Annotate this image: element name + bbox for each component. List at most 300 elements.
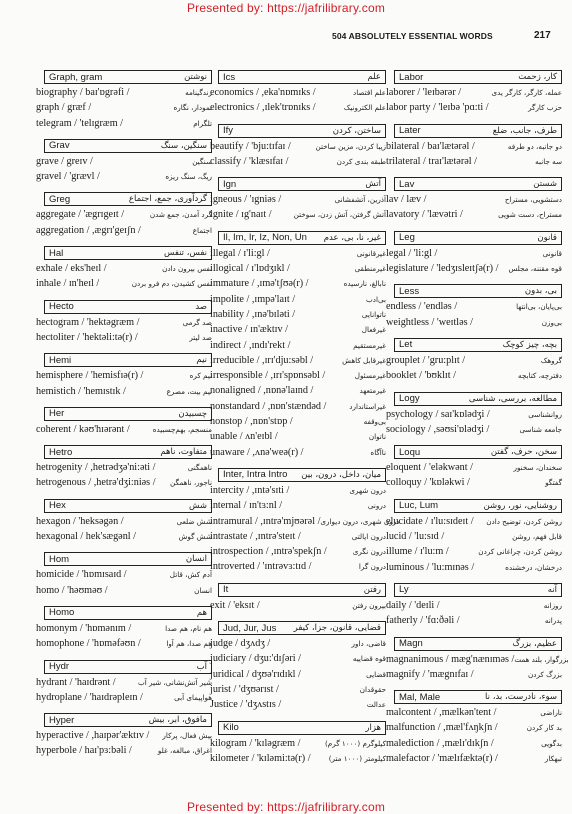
root-heading-box xyxy=(44,300,212,314)
root-heading-box xyxy=(218,583,386,597)
word-entry xyxy=(210,669,386,684)
word-meaning-persian: گفتگو xyxy=(545,478,562,488)
word-entry xyxy=(386,301,562,316)
word-entry xyxy=(210,248,386,263)
word-pronunciation: luminous / 'lu:mɪnəs / xyxy=(386,561,475,573)
word-pronunciation: kilometer / 'kɪləmi:tə(r) / xyxy=(210,752,311,764)
word-root-section xyxy=(210,177,386,225)
word-entry xyxy=(210,102,386,117)
word-pronunciation: classify / 'klæsɪfaɪ / xyxy=(210,155,289,167)
word-pronunciation: weightless / 'weɪtləs / xyxy=(386,316,474,328)
root-heading: Hydr xyxy=(49,661,70,673)
word-meaning-persian: روشن کردن، توضیح دادن xyxy=(486,516,562,526)
word-entry xyxy=(386,370,562,385)
word-meaning-persian: بی‌وزن xyxy=(541,317,562,327)
word-pronunciation: inhale / ɪn'heɪl / xyxy=(36,278,100,290)
word-pronunciation: unable / ʌn'eɪbl / xyxy=(210,431,278,443)
word-meaning-persian: قضایی xyxy=(366,669,386,679)
word-meaning-persian: ناتوان xyxy=(368,432,386,442)
word-meaning-persian: غیرمنطقی xyxy=(354,264,386,274)
word-meaning-persian: روانشناسی xyxy=(528,409,562,419)
root-meaning-persian: بچه، چیز کوچک xyxy=(502,339,557,350)
word-entry xyxy=(36,102,212,117)
root-heading: Il, Im, Ir, Iz, Non, Un xyxy=(223,232,307,244)
word-pronunciation: hydrant / 'haɪdrənt / xyxy=(36,676,116,688)
word-pronunciation: beautify / 'bju:tɪfaɪ / xyxy=(210,140,291,152)
root-heading: Kilo xyxy=(223,722,239,733)
word-entry xyxy=(36,462,212,477)
root-meaning-persian: قضایی، قانون، جزا، کیفر xyxy=(293,623,381,634)
word-pronunciation: malfunction / ,mæl'fʌŋkʃn / xyxy=(386,722,498,734)
root-heading: Grav xyxy=(49,140,70,152)
word-pronunciation: irresponsible / ,ɪrɪ'spɒnsəbl / xyxy=(210,370,326,382)
word-pronunciation: hydroplane / 'haɪdrəpleɪn / xyxy=(36,691,143,703)
word-entry xyxy=(36,317,212,332)
word-meaning-persian: سخندان، سخنور xyxy=(513,463,562,473)
word-entry xyxy=(210,194,386,209)
root-heading: Hex xyxy=(49,500,66,512)
word-root-section xyxy=(210,124,386,172)
word-pronunciation: introspection / ,ɪntrə'spekʃn / xyxy=(210,546,327,558)
word-entry xyxy=(386,615,562,630)
word-entry xyxy=(210,209,386,224)
word-pronunciation: hyperbole / haɪ'pɜ:bəli / xyxy=(36,745,132,757)
word-meaning-persian: آتش گرفتن، آتش زدن، سوختن xyxy=(293,210,386,220)
word-entry xyxy=(36,477,212,492)
word-entry xyxy=(210,431,386,446)
word-pronunciation: hexagonal / hek'sægənl / xyxy=(36,531,137,543)
root-heading-box xyxy=(394,499,562,513)
root-heading-box xyxy=(44,499,212,513)
root-meaning-persian: آب xyxy=(196,661,207,672)
word-entry xyxy=(36,332,212,347)
word-meaning-persian: بزرگوار، بلند همت xyxy=(514,654,569,664)
word-pronunciation: homophone / 'hɒməfəʊn / xyxy=(36,638,141,650)
word-root-section xyxy=(386,499,562,577)
root-heading-box xyxy=(218,468,386,482)
root-heading: Leg xyxy=(399,232,415,244)
word-meaning-persian: روشن کردن، چراغانی کردن xyxy=(478,547,562,557)
root-heading: Let xyxy=(399,339,413,351)
word-pronunciation: trilateral / traɪ'lætərəl / xyxy=(386,155,477,167)
word-entry xyxy=(210,447,386,462)
root-meaning-persian: کار، زحمت xyxy=(518,72,557,82)
word-pronunciation: intercity / ,ɪntə'sɪti / xyxy=(210,484,290,496)
word-meaning-persian: منسجم، بهم‌چسبیده xyxy=(152,424,212,434)
word-entry xyxy=(386,248,562,263)
root-meaning-persian: نفس، تنفس xyxy=(163,248,207,259)
word-pronunciation: lucid / 'lu:sɪd / xyxy=(386,531,445,543)
word-meaning-persian: جامعه شناسی xyxy=(519,424,562,434)
word-root-section xyxy=(386,338,562,386)
word-pronunciation: eloquent / 'eləkwənt / xyxy=(386,462,473,474)
root-meaning-persian: شستن xyxy=(533,179,557,190)
word-meaning-persian: نفس کشیدن، دم فرو بردن xyxy=(131,279,212,289)
root-heading-box xyxy=(44,70,212,84)
word-entry xyxy=(210,385,386,400)
word-pronunciation: exhale / eks'heɪl / xyxy=(36,263,107,275)
word-entry xyxy=(210,699,386,714)
root-heading-box xyxy=(218,177,386,191)
word-root-section xyxy=(210,721,386,769)
root-meaning-persian: قانون xyxy=(537,232,557,243)
word-meaning-persian: قوه مقننه، مجلس xyxy=(508,264,562,274)
word-root-section xyxy=(386,177,562,225)
word-root-section xyxy=(386,70,562,118)
root-heading: Graph, gram xyxy=(49,71,103,83)
word-meaning-persian: غیرقانونی xyxy=(356,248,386,258)
page-number: 217 xyxy=(534,30,551,41)
root-heading: Inter, Intra Intro xyxy=(223,469,288,481)
word-entry xyxy=(386,516,562,531)
word-pronunciation: aggregation / ,ægrɪ'geɪʃn / xyxy=(36,224,141,236)
word-entry xyxy=(386,669,562,684)
word-entry xyxy=(210,156,386,171)
word-entry xyxy=(36,263,212,278)
root-heading: Hyper xyxy=(49,714,75,726)
word-pronunciation: hetrogenity / ,hetrədʒə'ni:əti / xyxy=(36,462,156,474)
word-entry xyxy=(36,278,212,293)
root-heading-box xyxy=(394,70,562,84)
word-meaning-persian: غیرمسئول xyxy=(354,371,386,381)
word-meaning-persian: علم اقتصاد xyxy=(353,88,386,97)
word-pronunciation: hectoliter / 'hektəli:tə(r) / xyxy=(36,331,138,343)
root-heading: Hecto xyxy=(49,301,74,313)
word-entry xyxy=(36,569,212,584)
word-entry xyxy=(36,677,212,692)
word-pronunciation: illogical / ɪ'lɒdʒɪkl / xyxy=(210,263,290,275)
root-heading: Later xyxy=(399,125,421,137)
word-pronunciation: bilateral / baɪ'lætərəl / xyxy=(386,140,475,152)
word-pronunciation: jurist / 'dʒʊərɪst / xyxy=(210,683,279,695)
word-entry xyxy=(210,684,386,699)
word-root-section xyxy=(36,713,212,761)
word-pronunciation: legal / 'li:gl / xyxy=(386,247,438,259)
word-entry xyxy=(36,623,212,638)
word-root-section xyxy=(210,621,386,714)
word-pronunciation: unaware / ,ʌnə'weə(r) / xyxy=(210,446,304,458)
root-heading: Hal xyxy=(49,247,64,259)
word-pronunciation: magnify / 'mægnɪfaɪ / xyxy=(386,668,474,680)
word-meaning-persian: نمودار، نگاره xyxy=(173,103,212,113)
word-meaning-persian: بیش فعال، پرکار xyxy=(162,731,212,741)
word-meaning-persian: درون گرا xyxy=(358,562,386,572)
root-heading-box xyxy=(44,192,212,206)
root-heading: Ly xyxy=(399,584,409,596)
word-entry xyxy=(386,477,562,492)
word-root-section xyxy=(36,139,212,187)
root-meaning-persian: گردآوری، جمع، اجتماع xyxy=(128,194,207,205)
word-pronunciation: biography / baɪ'ɒgrəfi / xyxy=(36,87,130,98)
word-pronunciation: hemisphere / 'hemisfɪə(r) / xyxy=(36,370,144,382)
word-meaning-persian: زندگینامه xyxy=(185,88,212,97)
root-heading-box xyxy=(394,177,562,191)
word-pronunciation: malediction / ,mælɪ'dɪkʃn / xyxy=(386,737,494,749)
word-entry xyxy=(210,753,386,768)
word-root-section xyxy=(386,284,562,332)
watermark-bottom: Presented by: https://jafrilibrary.com xyxy=(186,800,386,814)
word-entry xyxy=(36,531,212,546)
root-heading: Hom xyxy=(49,553,70,565)
word-meaning-persian: عدالت xyxy=(366,700,386,710)
word-pronunciation: exit / 'eksɪt / xyxy=(210,599,260,611)
word-root-section xyxy=(36,407,212,439)
root-meaning-persian: روشنایی، نور، روشن xyxy=(483,500,557,511)
word-meaning-persian: بیرون رفتن xyxy=(352,600,386,610)
word-meaning-persian: درخشان، درخشنده xyxy=(505,562,562,572)
word-root-section xyxy=(36,445,212,493)
word-meaning-persian: عمله، کارگر، کارگر یدی xyxy=(491,88,562,97)
word-entry xyxy=(36,370,212,385)
word-meaning-persian: کیلومتر (۱۰۰۰ متر) xyxy=(328,753,386,763)
page-header-title: 504 ABSOLUTELY ESSENTIAL WORDS xyxy=(332,31,493,41)
word-meaning-persian: تبهکار xyxy=(544,754,562,764)
root-heading-box xyxy=(44,552,212,566)
root-meaning-persian: آتش xyxy=(365,179,381,190)
root-heading: Less xyxy=(399,285,420,297)
word-entry xyxy=(210,546,386,561)
root-heading: Mal, Male xyxy=(399,691,441,703)
root-heading: Hetro xyxy=(49,446,73,458)
word-pronunciation: gravel / 'grævl / xyxy=(36,171,100,183)
word-entry xyxy=(386,355,562,370)
word-pronunciation: elucidate / ɪ'lu:sɪdeɪt / xyxy=(386,515,474,527)
root-heading-box xyxy=(394,124,562,138)
word-root-section xyxy=(210,468,400,577)
root-heading: Ign xyxy=(223,178,237,190)
word-root-section xyxy=(386,231,562,279)
word-entry xyxy=(210,340,386,355)
word-pronunciation: juridical / dʒʊə'rɪdɪkl / xyxy=(210,668,301,680)
word-meaning-persian: گروهک xyxy=(540,355,562,365)
word-meaning-persian: ناآگاه xyxy=(370,447,386,457)
word-meaning-persian: غیرمستقیم xyxy=(353,340,386,350)
root-heading: Labor xyxy=(399,71,424,83)
root-meaning-persian: سخن، حرف، گفتن xyxy=(490,447,557,458)
word-entry xyxy=(386,424,562,439)
word-meaning-persian: بی‌وقفه xyxy=(363,417,386,427)
root-meaning-persian: شش xyxy=(189,500,207,511)
word-entry xyxy=(386,156,562,171)
word-entry xyxy=(386,531,562,546)
word-pronunciation: grouplet / 'gru:plɪt / xyxy=(386,354,466,366)
root-meaning-persian: مطالعه، بررسی، شناسی xyxy=(468,393,557,404)
word-pronunciation: lav / læv / xyxy=(386,194,427,206)
word-pronunciation: homo / 'həʊməʊ / xyxy=(36,584,108,596)
word-entry xyxy=(36,87,212,102)
root-heading-box xyxy=(394,231,562,245)
word-root-section xyxy=(386,637,569,685)
word-entry xyxy=(386,87,562,102)
root-heading-box xyxy=(394,690,562,704)
word-entry xyxy=(210,416,386,431)
word-meaning-persian: بی‌ادب xyxy=(366,294,386,304)
word-entry xyxy=(210,294,386,309)
word-pronunciation: magnanimous / mæg'nænɪməs / xyxy=(386,653,515,665)
word-pronunciation: malefactor / 'mælɪfæktə(r) / xyxy=(386,753,498,765)
word-entry xyxy=(210,653,386,668)
word-entry xyxy=(210,355,386,370)
word-pronunciation: kilogram / 'kɪləgræm / xyxy=(210,737,301,749)
word-pronunciation: homonym / 'hɒmənɪm / xyxy=(36,622,132,634)
root-heading-box xyxy=(218,721,386,735)
word-meaning-persian: تلگرام xyxy=(193,118,212,128)
root-heading-box xyxy=(394,637,562,651)
word-meaning-persian: آذرین، آتشفشانی xyxy=(334,195,386,205)
root-heading: Magn xyxy=(399,638,423,650)
word-meaning-persian: پدرانه xyxy=(544,616,562,626)
word-entry xyxy=(386,562,562,577)
word-meaning-persian: بدگویی xyxy=(541,738,562,748)
word-meaning-persian: طبقه بندی کردن xyxy=(336,156,386,166)
word-meaning-persian: غیرقابل کاهش xyxy=(342,355,386,365)
word-meaning-persian: درون شهری xyxy=(349,485,386,495)
word-entry xyxy=(386,722,562,737)
word-entry xyxy=(210,309,386,324)
word-meaning-persian: گرد آمدن، جمع شدن xyxy=(149,210,212,220)
word-entry xyxy=(36,692,212,707)
watermark-top: Presented by: https://jafrilibrary.com xyxy=(186,1,386,15)
root-heading-box xyxy=(44,606,212,620)
word-pronunciation: economics / ,eka'nɒmɪks / xyxy=(210,87,316,98)
word-root-section xyxy=(36,660,212,708)
word-entry xyxy=(386,600,562,615)
root-heading-box xyxy=(44,713,212,727)
word-meaning-persian: شیر آتش‌نشانی، شیر آب xyxy=(137,677,212,687)
word-meaning-persian: قاضی، داور xyxy=(351,639,386,649)
root-heading-box xyxy=(44,407,212,421)
word-pronunciation: immature / ,ɪmə'tʃʊə(r) / xyxy=(210,278,309,290)
word-pronunciation: igneous / 'ɪgniəs / xyxy=(210,194,282,206)
word-meaning-persian: روزانه xyxy=(543,600,562,610)
word-pronunciation: hemistich / 'hemɪstɪk / xyxy=(36,385,126,397)
root-meaning-persian: چسبیدن xyxy=(178,408,207,419)
word-meaning-persian: دو جانبه، دو طرفه xyxy=(507,141,562,151)
word-entry xyxy=(386,546,562,561)
word-meaning-persian: درون شهری، درون دیواری xyxy=(320,516,400,526)
word-pronunciation: labor party / 'leɪbə 'pɑ:ti / xyxy=(386,102,489,114)
word-root-section xyxy=(36,192,212,240)
word-root-section xyxy=(210,231,386,462)
dictionary-column-1 xyxy=(36,68,212,767)
word-root-section xyxy=(210,583,386,615)
word-pronunciation: legislature / 'ledʒɪsleɪtʃə(r) / xyxy=(386,263,499,275)
word-pronunciation: psychology / saɪ'kɒlədʒi / xyxy=(386,408,490,420)
word-entry xyxy=(36,730,212,745)
root-heading: Homo xyxy=(49,607,75,619)
word-pronunciation: daily / 'deɪli / xyxy=(386,599,440,611)
root-heading-box xyxy=(218,70,386,84)
root-meaning-persian: سوء، نادرست، بد، نا xyxy=(485,692,557,703)
word-entry xyxy=(210,738,386,753)
root-heading-box xyxy=(394,284,562,298)
word-pronunciation: introverted / 'ɪntrəvɜ:tɪd / xyxy=(210,561,312,573)
word-pronunciation: intramural / ,ɪntrə'mjʊərəl / xyxy=(210,515,321,527)
word-meaning-persian: هواپیمای آبی xyxy=(174,692,212,702)
word-entry xyxy=(210,638,386,653)
root-heading: Logy xyxy=(399,393,420,405)
word-meaning-persian: هم نام، هم صدا xyxy=(165,623,212,633)
word-pronunciation: aggregate / 'ægrɪgeɪt / xyxy=(36,209,125,221)
word-meaning-persian: اجتماع xyxy=(192,225,212,235)
word-entry xyxy=(210,278,386,293)
word-root-section xyxy=(36,70,212,133)
word-meaning-persian: دفترچه، کتابچه xyxy=(518,371,562,381)
word-pronunciation: coherent / kəʊ'hɪərənt / xyxy=(36,423,130,435)
word-pronunciation: booklet / 'bʊklɪt / xyxy=(386,370,456,382)
word-meaning-persian: درون ایالتی xyxy=(351,531,386,541)
root-heading: Greg xyxy=(49,193,71,205)
root-heading-box xyxy=(44,445,212,459)
word-entry xyxy=(386,102,562,117)
word-root-section xyxy=(386,124,562,172)
root-heading-box xyxy=(218,231,386,245)
word-entry xyxy=(36,225,212,240)
word-pronunciation: lavatory / 'lævətri / xyxy=(386,209,463,221)
word-entry xyxy=(210,500,386,515)
root-meaning-persian: سنگین، سنگ xyxy=(160,140,207,151)
root-heading: Her xyxy=(49,408,65,420)
word-pronunciation: electronics / ,ɪlek'trɒnɪks / xyxy=(210,102,316,114)
root-meaning-persian: مافوق، ابر، بیش xyxy=(148,715,207,726)
word-entry xyxy=(36,745,212,760)
word-entry xyxy=(36,386,212,401)
word-meaning-persian: زیبا کردن، مزین ساختن xyxy=(315,141,386,151)
word-root-section xyxy=(36,606,212,654)
word-meaning-persian: بی‌پایان، بی‌انتها xyxy=(516,302,562,312)
word-entry xyxy=(210,87,386,102)
word-entry xyxy=(36,585,212,600)
word-meaning-persian: قابل فهم، روشن xyxy=(512,532,562,542)
root-heading: It xyxy=(223,584,229,596)
word-pronunciation: hyperactive / ,haɪpər'æktɪv / xyxy=(36,730,150,742)
word-entry xyxy=(210,141,386,156)
word-entry xyxy=(36,516,212,531)
word-root-section xyxy=(386,583,562,631)
word-meaning-persian: صد لیتر xyxy=(189,332,212,342)
root-heading: Jud, Jur, Jus xyxy=(223,622,277,634)
word-pronunciation: intrastate / ,ɪntrə'steɪt / xyxy=(210,530,301,542)
word-root-section xyxy=(386,690,562,768)
word-meaning-persian: سه جانبه xyxy=(535,156,562,166)
word-meaning-persian: غیرفعال xyxy=(361,325,386,335)
word-meaning-persian: ناهمگنی xyxy=(187,463,212,473)
word-pronunciation: laborer / 'leɪbərər / xyxy=(386,87,462,98)
word-entry xyxy=(36,424,212,439)
dictionary-column-2 xyxy=(210,68,400,774)
word-meaning-persian: دستشویی، مستراح xyxy=(504,195,562,205)
word-root-section xyxy=(386,392,562,440)
root-meaning-persian: بی، بدون xyxy=(524,286,557,297)
word-pronunciation: inactive / ɪn'æktɪv / xyxy=(210,324,288,336)
word-pronunciation: judiciary / dʒu:'dɪʃəri / xyxy=(210,653,301,665)
word-pronunciation: malcontent / ,mælkən'tent / xyxy=(386,707,497,719)
word-pronunciation: judge / dʒʌdʒ / xyxy=(210,638,271,650)
word-meaning-persian: درون نگری xyxy=(352,547,386,557)
root-heading-box xyxy=(44,660,212,674)
word-entry xyxy=(210,515,400,531)
root-heading-box xyxy=(44,139,212,153)
word-entry xyxy=(210,600,386,615)
word-pronunciation: inability / ,ɪnə'bɪləti / xyxy=(210,308,296,320)
word-meaning-persian: نابالغ، نارسیده xyxy=(343,279,386,289)
root-heading: Ify xyxy=(223,125,234,137)
word-pronunciation: ignite / ɪg'naɪt / xyxy=(210,209,272,221)
root-meaning-persian: هم xyxy=(196,607,207,618)
root-heading: Loqu xyxy=(399,446,421,458)
root-heading-box xyxy=(218,621,386,635)
word-entry xyxy=(386,653,569,669)
